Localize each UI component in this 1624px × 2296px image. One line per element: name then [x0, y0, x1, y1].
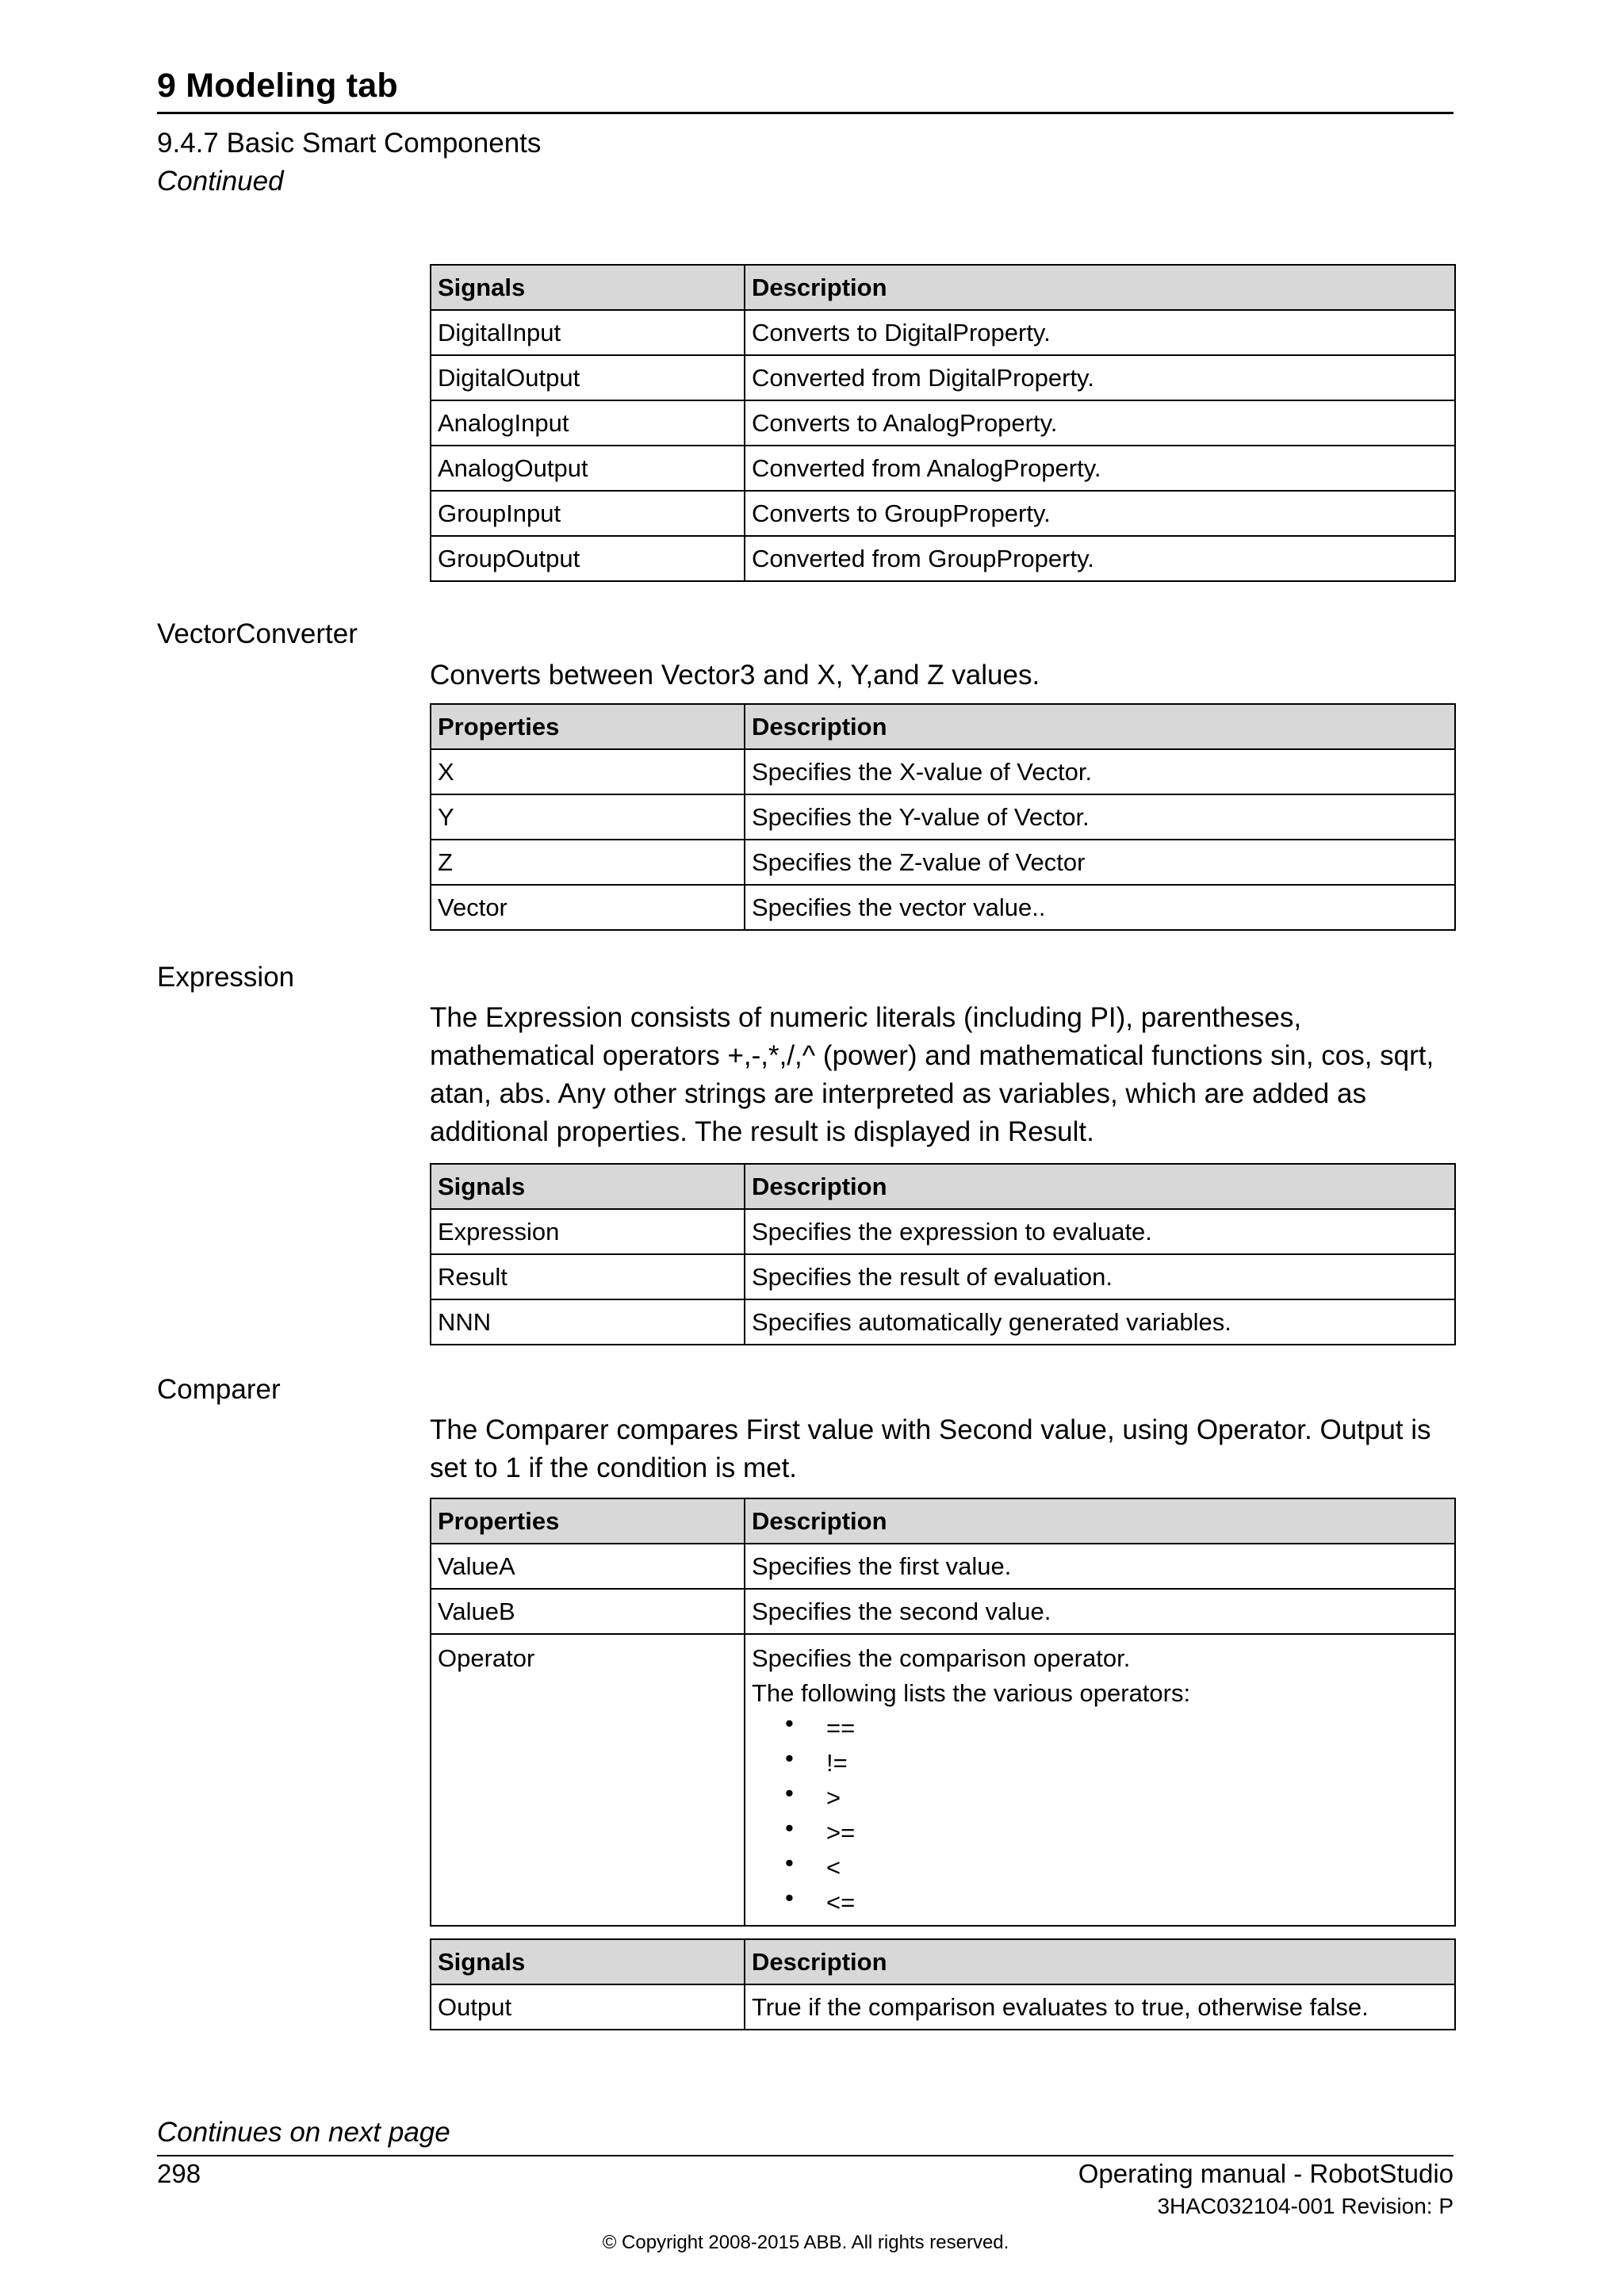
operator-value: <=: [826, 1888, 856, 1916]
signal-description: Converts to DigitalProperty.: [745, 310, 1455, 355]
property-name: ValueA: [431, 1544, 745, 1589]
table-row: [431, 1254, 1455, 1299]
signal-name: Expression: [431, 1209, 745, 1254]
operator-list-intro: The following lists the various operators:: [752, 1679, 1191, 1707]
table-row: [431, 536, 1455, 581]
signal-name: GroupInput: [431, 491, 745, 536]
column-header: Description: [745, 1939, 1455, 1984]
vector-converter-intro: Converts between Vector3 and X, Y,and Z values.: [430, 660, 1040, 691]
operator-value: <: [826, 1854, 841, 1881]
expression-intro: The Expression consists of numeric literals (including PI), parentheses, mathematical operators +,-,*,/,^ (power) and mathematical functions sin, cos, sqrt, atan, abs. Any other strings are interpreted as variables, which are added as additional properties. The result is displayed in Result.: [430, 1002, 1434, 1147]
table-row: [431, 749, 1455, 794]
property-name: Z: [431, 840, 745, 885]
column-header: Properties: [431, 1498, 745, 1544]
operator-list: [752, 1711, 1448, 1920]
manual-title: Operating manual - RobotStudio: [1078, 2159, 1454, 2188]
list-item: [752, 1816, 1448, 1850]
comparer-properties-table: [430, 1498, 1456, 1927]
column-header: Description: [745, 704, 1455, 749]
table-header-row: [431, 1498, 1455, 1544]
table-row: [431, 491, 1455, 536]
column-header: Signals: [431, 1939, 745, 1984]
table-row: [431, 840, 1455, 885]
table-row: [431, 400, 1455, 446]
operator-description-cell: [745, 1634, 1455, 1926]
vector-converter-properties-table: [430, 703, 1456, 931]
signal-description: Specifies automatically generated variables.: [745, 1299, 1455, 1345]
table-header-row: [431, 704, 1455, 749]
signal-name: AnalogInput: [431, 400, 745, 446]
list-item: [752, 1746, 1448, 1781]
column-header: Description: [745, 1498, 1455, 1544]
table-row: [431, 1634, 1455, 1926]
table-row: [431, 1299, 1455, 1345]
table-row: [431, 1209, 1455, 1254]
signal-name: Output: [431, 1984, 745, 2030]
operator-value: ==: [826, 1714, 856, 1742]
section-title: 9.4.7 Basic Smart Components: [157, 128, 542, 159]
property-name: ValueB: [431, 1589, 745, 1634]
chapter-title: 9 Modeling tab: [157, 67, 398, 105]
copyright-notice: © Copyright 2008-2015 ABB. All rights reserved.: [602, 2232, 1009, 2253]
bullet-icon: •: [785, 1709, 794, 1737]
table-row: [431, 1984, 1455, 2030]
property-description: Specifies the Z-value of Vector: [745, 840, 1455, 885]
signal-description: Converts to GroupProperty.: [745, 491, 1455, 536]
list-item: [752, 1850, 1448, 1885]
property-description: Specifies the Y-value of Vector.: [745, 794, 1455, 840]
operator-value: >=: [826, 1819, 856, 1846]
signal-name: DigitalOutput: [431, 355, 745, 400]
list-item: [752, 1781, 1448, 1816]
expression-label: Expression: [157, 962, 295, 993]
property-description: Specifies the second value.: [745, 1589, 1455, 1634]
column-header: Signals: [431, 265, 745, 310]
column-header: Properties: [431, 704, 745, 749]
bullet-icon: •: [785, 1814, 794, 1842]
property-name: Y: [431, 794, 745, 840]
table-row: [431, 1544, 1455, 1589]
signal-description: Converts to AnalogProperty.: [745, 400, 1455, 446]
signal-description: Converted from DigitalProperty.: [745, 355, 1455, 400]
vector-converter-label: VectorConverter: [157, 618, 358, 649]
property-description: Specifies the X-value of Vector.: [745, 749, 1455, 794]
table-row: [431, 1589, 1455, 1634]
signal-description: Converted from GroupProperty.: [745, 536, 1455, 581]
table-row: [431, 310, 1455, 355]
signal-name: NNN: [431, 1299, 745, 1345]
bullet-icon: •: [785, 1849, 794, 1877]
property-name: Vector: [431, 885, 745, 930]
column-header: Description: [745, 265, 1455, 310]
signal-description: Specifies the result of evaluation.: [745, 1254, 1455, 1299]
expression-signals-table: [430, 1163, 1456, 1345]
signal-name: DigitalInput: [431, 310, 745, 355]
signal-name: AnalogOutput: [431, 446, 745, 491]
table-header-row: [431, 265, 1455, 310]
comparer-signals-table: [430, 1938, 1456, 2030]
table-row: [431, 355, 1455, 400]
footer-rule: [157, 2155, 1454, 2156]
comparer-label: Comparer: [157, 1374, 281, 1405]
page-number: 298: [157, 2159, 201, 2188]
property-description: Specifies the first value.: [745, 1544, 1455, 1589]
list-item: [752, 1885, 1448, 1920]
table-row: [431, 885, 1455, 930]
signal-description: True if the comparison evaluates to true, otherwise false.: [745, 1984, 1455, 2030]
operator-value: !=: [826, 1749, 848, 1777]
signal-name: Result: [431, 1254, 745, 1299]
signal-description: Converted from AnalogProperty.: [745, 446, 1455, 491]
operator-value: >: [826, 1784, 841, 1812]
table-header-row: [431, 1164, 1455, 1209]
bullet-icon: •: [785, 1779, 794, 1807]
column-header: Signals: [431, 1164, 745, 1209]
column-header: Description: [745, 1164, 1455, 1209]
header-rule: [157, 112, 1454, 114]
table-row: [431, 794, 1455, 840]
continued-label: Continued: [157, 166, 284, 197]
continues-next-page: Continues on next page: [157, 2117, 450, 2148]
property-description: Specifies the vector value..: [745, 885, 1455, 930]
bullet-icon: •: [785, 1884, 794, 1911]
document-id: 3HAC032104-001 Revision: P: [1157, 2194, 1454, 2218]
table-header-row: [431, 1939, 1455, 1984]
list-item: [752, 1711, 1448, 1746]
signal-name: GroupOutput: [431, 536, 745, 581]
signal-description: Specifies the expression to evaluate.: [745, 1209, 1455, 1254]
property-name: Operator: [431, 1634, 745, 1926]
signals-table-converter: [430, 264, 1456, 582]
comparer-intro: The Comparer compares First value with Second value, using Operator. Output is set to 1 if the condition is met.: [430, 1414, 1431, 1483]
bullet-icon: •: [785, 1744, 794, 1772]
property-name: X: [431, 749, 745, 794]
property-description: Specifies the comparison operator.: [752, 1644, 1131, 1672]
table-row: [431, 446, 1455, 491]
